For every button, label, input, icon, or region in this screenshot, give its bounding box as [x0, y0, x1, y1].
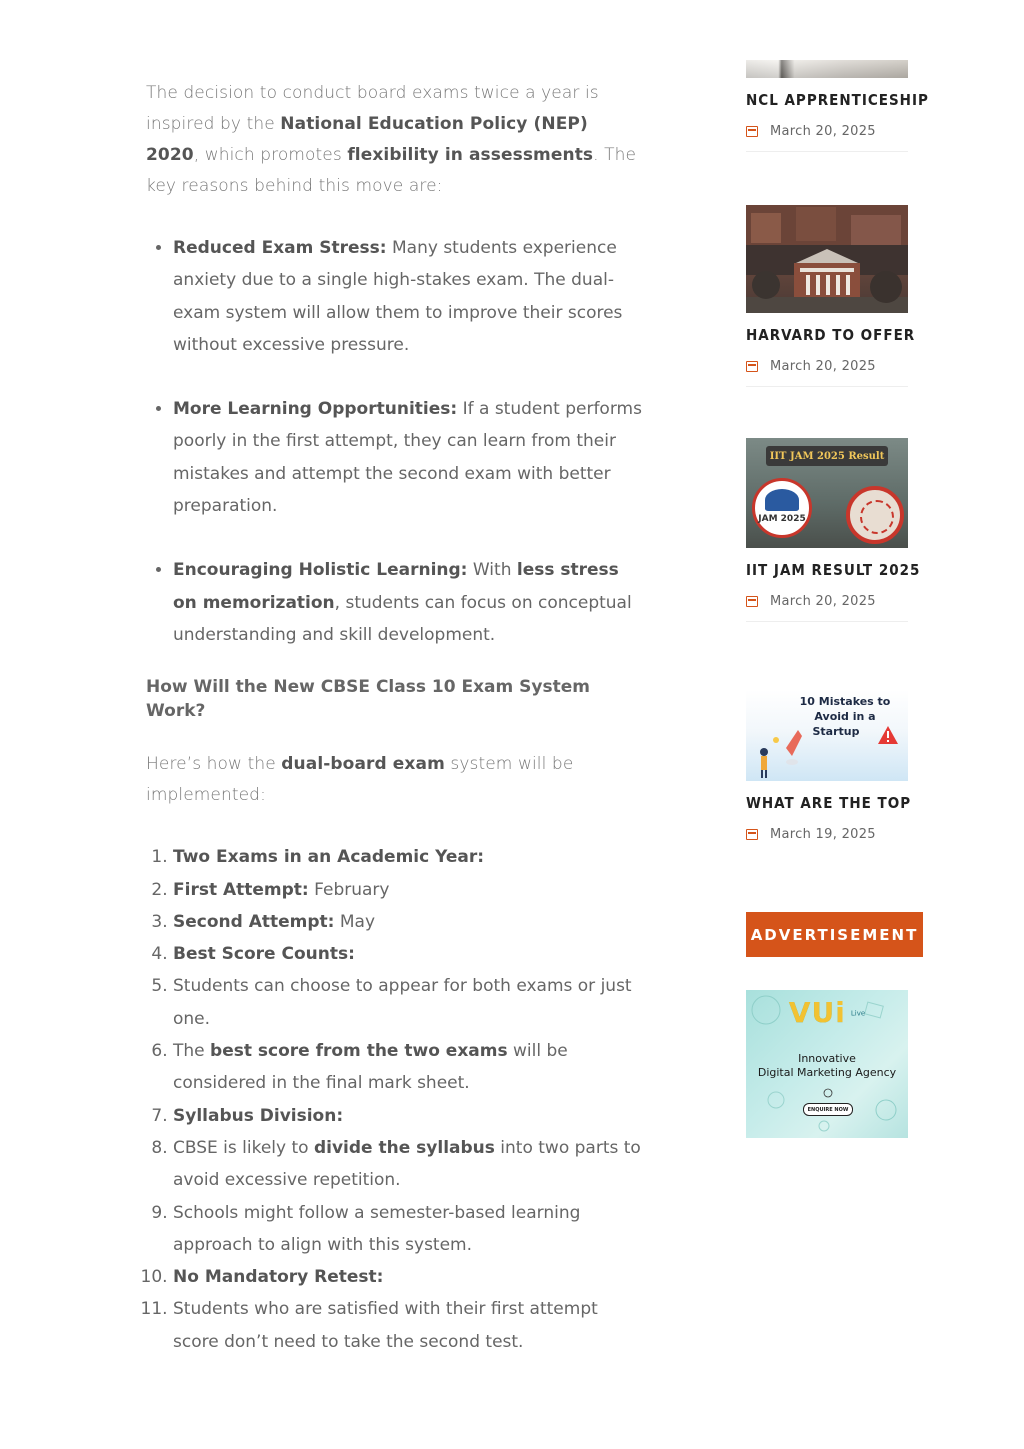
step-text: May [334, 911, 376, 932]
step-text: The [173, 1041, 211, 1062]
list-item [173, 393, 644, 522]
step-text: Schools might follow a semester-based learning approach to align with this system. [173, 1202, 581, 1255]
section-heading: How Will the New CBSE Class 10 Exam System Work? [146, 677, 590, 722]
post-card-harvard[interactable] [746, 205, 916, 387]
jam-logo-text: JAM 2025 [758, 514, 806, 524]
iit-seal [846, 486, 904, 544]
ad-enquire-button[interactable]: ENQUIRE NOW [803, 1103, 853, 1116]
post-thumbnail[interactable] [746, 60, 908, 78]
ad-brand-sup: Live [850, 1009, 866, 1018]
post-date-text: March 20, 2025 [770, 359, 876, 374]
thumb-banner-text: IIT JAM 2025 Result [769, 450, 885, 462]
thumb-line-2: Avoid in a [814, 710, 876, 723]
post-date-text: March 19, 2025 [770, 827, 876, 842]
impl-text-2: system will be implemented: [146, 754, 574, 806]
post-date-text: March 20, 2025 [770, 594, 876, 609]
impl-paragraph [146, 749, 644, 811]
list-item [173, 1132, 644, 1197]
list-item [173, 938, 644, 970]
post-thumbnail[interactable] [746, 690, 908, 781]
thumb-line-3: Startup [812, 725, 860, 738]
post-date-text: March 20, 2025 [770, 124, 876, 139]
post-title[interactable]: IIT JAM RESULT 2025 [746, 561, 921, 579]
post-card-startup[interactable] [746, 690, 912, 854]
reason-text: , students can focus on conceptual understanding and skill development. [173, 592, 632, 645]
intro-bold-nep: National Education Policy (NEP) 2020 [146, 114, 588, 165]
step-bold: No Mandatory Retest: [173, 1267, 384, 1288]
step-bold: Syllabus Division: [173, 1105, 344, 1126]
calendar-icon [746, 126, 758, 137]
ad-brand: VUi [788, 996, 846, 1029]
ad-brand-logo [746, 996, 908, 1029]
step-text: CBSE is likely to [173, 1137, 314, 1158]
intro-text-3: . The key reasons behind this move are: [146, 145, 637, 196]
step-text: Students can choose to appear for both exams or just one. [173, 976, 632, 1029]
reason-title: More Learning Opportunities: [173, 399, 458, 420]
post-title[interactable]: WHAT ARE THE TOP [746, 794, 912, 812]
list-item [173, 1035, 644, 1100]
startup-illustration [746, 690, 908, 781]
step-bold: best score from the two exams [210, 1041, 508, 1062]
post-thumbnail[interactable] [746, 438, 908, 548]
calendar-icon [746, 829, 758, 840]
step-text: February [308, 879, 390, 900]
post-date [746, 827, 908, 854]
list-item [173, 232, 644, 361]
post-card-iit-jam[interactable] [746, 438, 921, 622]
step-bold: Second Attempt: [173, 911, 335, 932]
post-thumbnail[interactable] [746, 205, 908, 313]
step-text: will be considered in the final mark sheet. [173, 1041, 568, 1094]
ad-tagline [746, 1052, 908, 1080]
calendar-icon [746, 361, 758, 372]
step-text: Students who are satisfied with their first attempt score don’t need to take the second test. [173, 1299, 598, 1352]
list-item [173, 1261, 644, 1293]
reason-title: Reduced Exam Stress: [173, 238, 387, 258]
post-date [746, 359, 908, 386]
reason-bold: less stress on memorization [173, 560, 619, 613]
advertisement-label: ADVERTISEMENT [746, 912, 923, 957]
calendar-icon [746, 596, 758, 607]
intro-text-2: , which promotes [193, 145, 348, 165]
intro-bold-flexibility: flexibility in assessments [347, 145, 594, 165]
step-bold: Two Exams in an Academic Year: [173, 847, 485, 868]
advertisement-banner[interactable] [746, 990, 908, 1138]
reason-text: If a student performs poorly in the first attempt, they can learn from their mistakes and attempt the second exam with better preparation. [173, 399, 642, 517]
reason-text: Many students experience anxiety due to a single high-stakes exam. The dual-exam system will allow them to improve their scores without excessive pressure. [173, 238, 623, 355]
list-item [173, 1100, 644, 1132]
step-bold: Best Score Counts: [173, 944, 355, 965]
reasons-list [146, 232, 644, 651]
reason-title: Encouraging Holistic Learning: [173, 560, 468, 581]
thumb-banner [766, 446, 888, 466]
list-item [173, 874, 644, 906]
article-body [146, 78, 644, 1358]
post-card-ncl[interactable] [746, 60, 929, 152]
ad-line-2: Digital Marketing Agency [757, 1066, 897, 1079]
step-bold: divide the syllabus [313, 1137, 495, 1158]
list-item [173, 841, 644, 873]
jam-logo [752, 478, 812, 538]
impl-bold: dual-board exam [281, 754, 445, 775]
ad-line-1: Innovative [798, 1052, 856, 1065]
list-item [173, 554, 644, 651]
steps-list [146, 841, 644, 1358]
post-title[interactable]: NCL APPRENTICESHIP [746, 91, 929, 109]
post-title[interactable]: HARVARD TO OFFER [746, 326, 916, 344]
post-date [746, 594, 908, 621]
post-date [746, 124, 908, 151]
impl-text-1: Here’s how the [146, 754, 282, 775]
step-text: into two parts to avoid excessive repetition. [173, 1137, 641, 1191]
thumb-line-1: 10 Mistakes to [799, 695, 891, 708]
intro-paragraph [146, 78, 644, 202]
list-item [173, 970, 644, 1035]
list-item [173, 1197, 644, 1262]
intro-text-1: The decision to conduct board exams twice a year is inspired by the [146, 83, 599, 134]
list-item [173, 1293, 644, 1358]
list-item [173, 906, 644, 938]
step-bold: First Attempt: [173, 879, 309, 900]
harvard-campus-image [746, 205, 908, 313]
reason-text: With [467, 560, 517, 581]
